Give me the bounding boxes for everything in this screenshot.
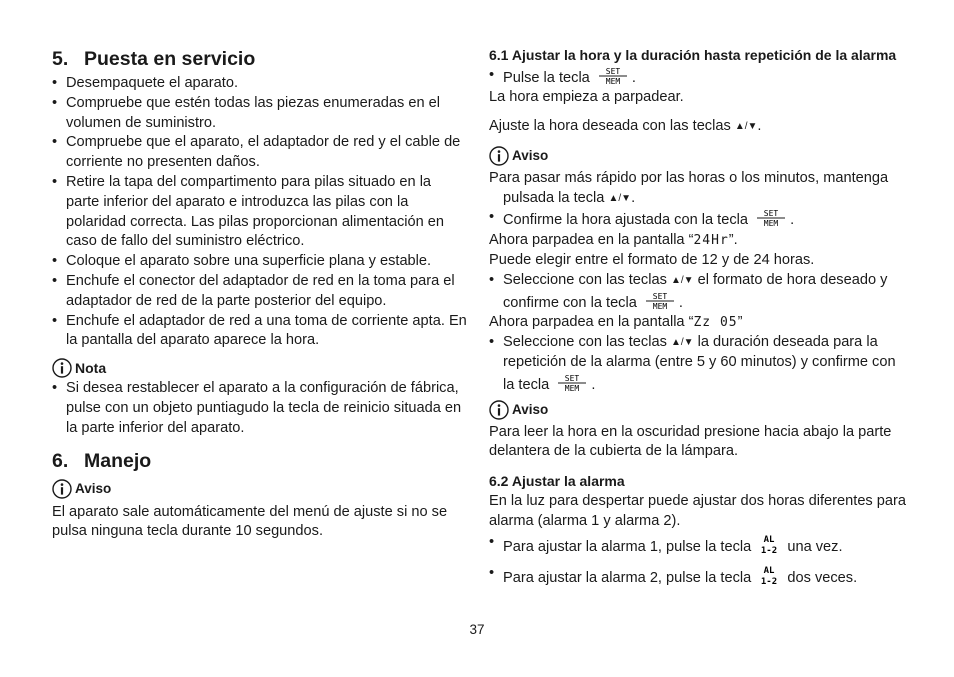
key-label: 1-2: [761, 577, 778, 587]
paragraph: Puede elegir entre el formato de 12 y de 24 horas.: [489, 252, 815, 269]
section-5-list: [52, 74, 467, 351]
list-item: • Compruebe que el aparato, el adaptador de red y el cable de corriente no presenten daños.: [52, 133, 467, 173]
list-item: • Enchufe el adaptador de red a una toma de corriente apta. En la pantalla del aparato aparece la hora.: [52, 312, 467, 352]
up-down-arrows-icon: ▲/▼: [670, 337, 694, 349]
paragraph: Ahora parpadea en la pantalla “Zz 05”: [489, 314, 743, 331]
key-label: MEM: [763, 219, 779, 229]
key-label: SET: [565, 373, 580, 383]
info-icon: [489, 400, 509, 420]
paragraph: Ajuste la hora deseada con las teclas ▲/▼.: [489, 118, 762, 135]
aviso-heading: [52, 478, 467, 500]
set-mem-key-icon: [643, 291, 677, 311]
set-mem-key-icon: [596, 66, 630, 86]
section-6-2-heading: 6.2 Ajustar la alarma: [489, 473, 625, 490]
up-down-arrows-icon: ▲/▼: [734, 121, 758, 133]
section-6-heading: 6. Manejo: [52, 449, 152, 472]
up-down-arrows-icon: ▲/▼: [608, 192, 632, 204]
list-item: • Para ajustar la alarma 2, pulse la tecla AL 1-2 dos veces.: [489, 564, 909, 589]
list-item: • Seleccione con las teclas ▲/▼ el formato de hora deseado y confirme con la tecla SET MEM .: [489, 271, 909, 314]
paragraph: Para pasar más rápido por las horas o los minutos, mantenga pulsada la tecla ▲/▼.: [489, 169, 889, 206]
lcd-display-text: Zz 05: [693, 315, 738, 331]
key-label: MEM: [652, 301, 668, 311]
info-icon: [52, 479, 72, 499]
list-item: • Para ajustar la alarma 1, pulse la tecla AL 1-2 una vez.: [489, 533, 909, 558]
aviso-label: Aviso: [75, 481, 112, 497]
key-label: MEM: [605, 76, 621, 86]
nota-list: [52, 379, 467, 438]
paragraph: En la luz para despertar puede ajustar dos horas diferentes para alarma (alarma 1 y alarma 2).: [489, 492, 906, 529]
list-item: • Enchufe el conector del adaptador de red en la toma para el adaptador de red de la parte posterior del equipo.: [52, 272, 467, 312]
alarm-key-icon: [757, 533, 781, 555]
aviso-heading: [489, 145, 909, 167]
alarm-key-icon: [757, 564, 781, 586]
key-label: AL: [763, 535, 775, 546]
list-item: • Retire la tapa del compartimento para pilas situado en la parte inferior del aparato e introduzca las pilas con la polaridad correcta. Las pilas proporcionan alimentación en caso de fallo del suministro eléctrico.: [52, 173, 467, 252]
list: [489, 208, 909, 231]
page-number: 37: [469, 622, 485, 637]
list: [489, 533, 909, 589]
right-column: [489, 46, 909, 589]
list-item: • Compruebe que estén todas las piezas enumeradas en el volumen de suministro.: [52, 94, 467, 134]
list: [489, 333, 909, 395]
aviso-label: Aviso: [512, 402, 549, 418]
key-label: SET: [605, 66, 621, 76]
list: [489, 271, 909, 314]
aviso-text: El aparato sale automáticamente del menú de ajuste si no se pulsa ninguna tecla durante 10 segundos.: [52, 503, 448, 540]
nota-label: Nota: [75, 360, 107, 377]
list-item: • Desempaquete el aparato.: [52, 74, 467, 94]
list-item: • Pulse la tecla SET MEM .: [489, 66, 909, 89]
left-column: [52, 46, 467, 542]
key-label: SET: [763, 209, 779, 219]
info-icon: [489, 146, 509, 166]
key-label: MEM: [565, 383, 580, 393]
section-6-1-heading: 6.1 Ajustar la hora y la duración hasta repetición de la alarma: [489, 47, 897, 63]
section-6-1-list: [489, 66, 909, 89]
aviso-heading: [489, 399, 909, 421]
key-label: SET: [652, 291, 668, 301]
nota-heading: [52, 357, 467, 379]
info-icon: [52, 358, 72, 378]
lcd-display-text: 24Hr: [693, 233, 729, 249]
aviso-label: Aviso: [512, 148, 549, 164]
paragraph: Para leer la hora en la oscuridad presione hacia abajo la parte delantera de la cubierta de la lámpara.: [489, 423, 892, 460]
set-mem-key-icon: [555, 373, 589, 393]
key-label: 1-2: [761, 546, 778, 556]
section-5-heading: 5. Puesta en servicio: [52, 48, 256, 70]
paragraph: Ahora parpadea en la pantalla “24Hr”.: [489, 232, 738, 249]
up-down-arrows-icon: ▲/▼: [670, 274, 694, 286]
paragraph: La hora empieza a parpadear.: [489, 89, 684, 106]
list-item: • Confirme la hora ajustada con la tecla SET MEM .: [489, 208, 909, 231]
list-item: • Coloque el aparato sobre una superficie plana y estable.: [52, 252, 467, 272]
key-label: AL: [763, 566, 775, 577]
list-item: • Si desea restablecer el aparato a la configuración de fábrica, pulse con un objeto puntiagudo la tecla de reinicio situada en la parte inferior del aparato.: [52, 379, 467, 438]
set-mem-key-icon: [754, 208, 788, 228]
list-item: • Seleccione con las teclas ▲/▼ la duración deseada para la repetición de la alarma (entre 5 y 60 minutos) y confirme con la tecla SET MEM .: [489, 333, 909, 395]
